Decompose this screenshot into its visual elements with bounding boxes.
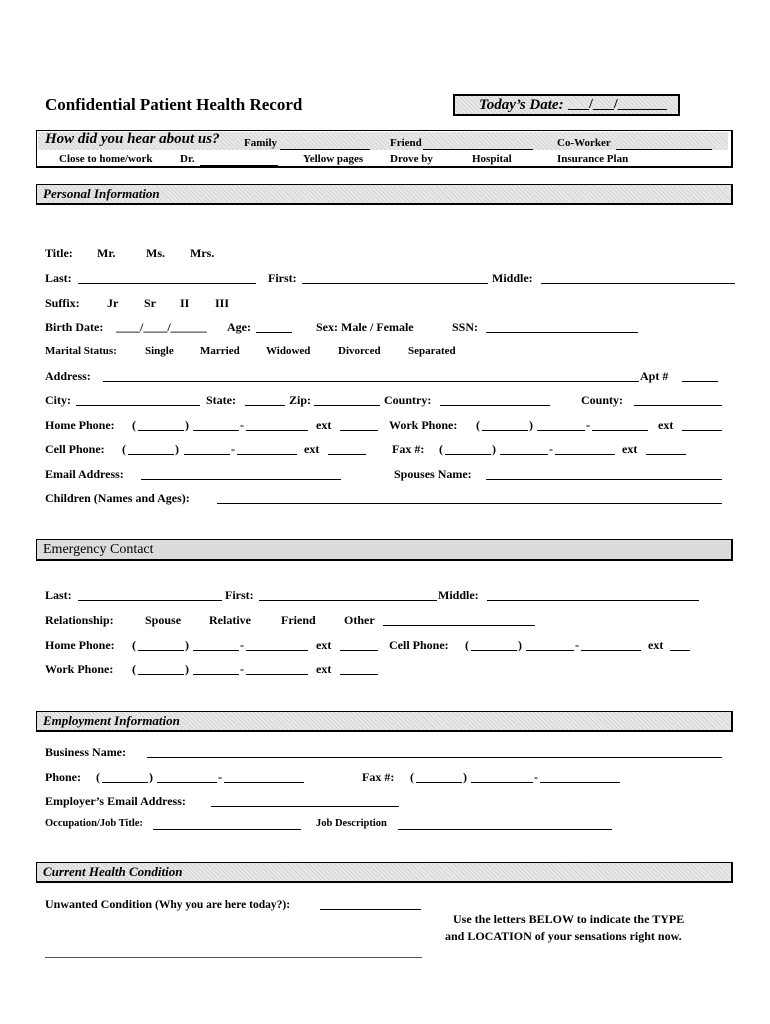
employer-email-label: Employer’s Email Address:	[45, 794, 186, 808]
state-field[interactable]	[245, 392, 285, 406]
emergency-last-label: Last:	[45, 588, 72, 602]
work-phone-prefix-field[interactable]	[537, 417, 585, 431]
employment-phone-line-field[interactable]	[224, 769, 304, 783]
work-phone-close-paren: )	[529, 418, 533, 432]
emergency-work-ext-field[interactable]	[340, 661, 378, 675]
emergency-home-open-paren: (	[132, 638, 136, 652]
referral-yellow-pages[interactable]: Yellow pages	[303, 153, 364, 165]
email-label: Email Address:	[45, 467, 124, 481]
emergency-cell-area-field[interactable]	[471, 637, 517, 651]
middle-name-field[interactable]	[541, 270, 735, 284]
ssn-field[interactable]	[486, 319, 638, 333]
ssn-label: SSN:	[452, 320, 479, 334]
emergency-home-close-paren: )	[185, 638, 189, 652]
emergency-work-area-field[interactable]	[138, 661, 184, 675]
personal-info-title: Personal Information	[43, 186, 160, 201]
health-condition-title: Current Health Condition	[43, 864, 183, 879]
suffix-iii[interactable]: III	[215, 296, 230, 310]
emergency-cell-prefix-field[interactable]	[526, 637, 574, 651]
cell-phone-ext-label: ext	[304, 442, 320, 456]
last-name-field[interactable]	[78, 270, 256, 284]
home-phone-line-field[interactable]	[246, 417, 308, 431]
todays-date-value: ___/___/_______	[568, 97, 667, 112]
home-phone-dash: -	[240, 418, 244, 432]
cell-phone-close-paren: )	[175, 442, 179, 456]
zip-field[interactable]	[314, 392, 380, 406]
work-phone-line-field[interactable]	[592, 417, 648, 431]
emergency-work-phone-label: Work Phone:	[45, 662, 114, 676]
relationship-spouse[interactable]: Spouse	[145, 613, 182, 627]
relationship-other[interactable]: Other	[344, 613, 375, 627]
emergency-cell-close-paren: )	[518, 638, 522, 652]
work-phone-open-paren: (	[476, 418, 480, 432]
emergency-first-field[interactable]	[259, 587, 437, 601]
emergency-work-close-paren: )	[185, 662, 189, 676]
employment-phone-open-paren: (	[96, 770, 100, 784]
page-title: Confidential Patient Health Record	[45, 95, 303, 114]
birth-date-field[interactable]: ____/____/______	[116, 320, 207, 334]
referral-close-to-home[interactable]: Close to home/work	[59, 153, 153, 165]
birth-date-label: Birth Date:	[45, 320, 104, 334]
employment-fax-close-paren: )	[463, 770, 467, 784]
referral-insurance-plan[interactable]: Insurance Plan	[557, 153, 629, 165]
emergency-cell-phone-label: Cell Phone:	[389, 638, 449, 652]
county-label: County:	[581, 393, 624, 407]
title-ms[interactable]: Ms.	[146, 246, 165, 260]
suffix-sr[interactable]: Sr	[144, 296, 156, 310]
referral-drove-by[interactable]: Drove by	[390, 153, 433, 165]
referral-family[interactable]: Family	[244, 137, 277, 149]
middle-name-label: Middle:	[492, 271, 533, 285]
cell-phone-prefix-field[interactable]	[184, 441, 230, 455]
referral-question: How did you hear about us?	[45, 131, 220, 147]
county-field[interactable]	[634, 392, 722, 406]
employment-fax-prefix-field[interactable]	[471, 769, 533, 783]
referral-dr[interactable]: Dr.	[180, 153, 195, 165]
job-description-field[interactable]	[398, 816, 612, 830]
emergency-cell-open-paren: (	[465, 638, 469, 652]
first-name-label: First:	[268, 271, 297, 285]
title-label: Title:	[45, 246, 73, 260]
fax-label: Fax #:	[392, 442, 425, 456]
employer-email-field[interactable]	[211, 793, 399, 807]
emergency-home-ext-field[interactable]	[340, 637, 378, 651]
occupation-field[interactable]	[153, 816, 301, 830]
fax-ext-label: ext	[622, 442, 638, 456]
suffix-ii[interactable]: II	[180, 296, 190, 310]
emergency-home-ext-label: ext	[316, 638, 332, 652]
home-phone-ext-label: ext	[316, 418, 332, 432]
referral-friend[interactable]: Friend	[390, 137, 422, 149]
referral-coworker[interactable]: Co-Worker	[557, 137, 611, 149]
work-phone-dash: -	[586, 418, 590, 432]
emergency-home-dash: -	[240, 638, 244, 652]
unwanted-condition-text: Unwanted Condition	[45, 897, 153, 911]
emergency-work-ext-label: ext	[316, 662, 332, 676]
spouses-name-label: Spouses Name:	[394, 467, 472, 481]
work-phone-label: Work Phone:	[389, 418, 458, 432]
emergency-contact-title: Emergency Contact	[43, 542, 154, 557]
relationship-other-field[interactable]	[383, 612, 535, 626]
emergency-home-line-field[interactable]	[246, 637, 308, 651]
emergency-contact-header	[36, 539, 733, 561]
marital-separated[interactable]: Separated	[408, 345, 456, 357]
home-phone-prefix-field[interactable]	[193, 417, 239, 431]
employment-phone-label: Phone:	[45, 770, 81, 784]
home-phone-ext-field[interactable]	[340, 417, 378, 431]
cell-phone-line-field[interactable]	[237, 441, 297, 455]
sex-selector[interactable]: Sex: Male / Female	[316, 320, 414, 334]
address-label: Address:	[45, 369, 91, 383]
work-phone-ext-field[interactable]	[682, 417, 722, 431]
city-label: City:	[45, 393, 71, 407]
fax-open-paren: (	[439, 442, 443, 456]
work-phone-ext-label: ext	[658, 418, 674, 432]
employment-phone-dash: -	[218, 770, 222, 784]
unwanted-condition-why: (Why you are here today?):	[155, 899, 291, 911]
business-name-field[interactable]	[147, 744, 722, 758]
children-field[interactable]	[217, 490, 722, 504]
title-mrs[interactable]: Mrs.	[190, 246, 215, 260]
emergency-home-prefix-field[interactable]	[193, 637, 239, 651]
fax-area-field[interactable]	[445, 441, 491, 455]
relationship-friend[interactable]: Friend	[281, 613, 316, 627]
emergency-work-line-field[interactable]	[246, 661, 308, 675]
employment-phone-close-paren: )	[149, 770, 153, 784]
emergency-cell-line-field[interactable]	[581, 637, 641, 651]
children-label: Children (Names and Ages):	[45, 491, 190, 505]
age-field[interactable]	[256, 319, 292, 333]
sensation-instructions-line-2: and LOCATION of your sensations right now.	[445, 929, 682, 943]
country-field[interactable]	[440, 392, 550, 406]
cell-phone-dash: -	[231, 442, 235, 456]
todays-date-box[interactable]	[453, 94, 680, 116]
home-phone-open-paren: (	[132, 418, 136, 432]
employment-info-header	[36, 711, 733, 732]
employment-fax-dash: -	[534, 770, 538, 784]
fax-line-field[interactable]	[555, 441, 615, 455]
employment-info-title: Employment Information	[43, 713, 180, 728]
suffix-label: Suffix:	[45, 296, 80, 310]
employment-fax-line-field[interactable]	[540, 769, 620, 783]
cell-phone-label: Cell Phone:	[45, 442, 105, 456]
job-description-label: Job Description	[316, 818, 387, 829]
emergency-cell-ext-label: ext	[648, 638, 664, 652]
apt-label: Apt #	[640, 369, 669, 383]
unwanted-condition-line-2[interactable]	[45, 957, 422, 958]
emergency-home-phone-label: Home Phone:	[45, 638, 115, 652]
employment-fax-label: Fax #:	[362, 770, 395, 784]
unwanted-condition-label	[45, 897, 290, 912]
emergency-cell-ext-field[interactable]	[670, 637, 690, 651]
email-field[interactable]	[141, 466, 341, 480]
relationship-relative[interactable]: Relative	[209, 613, 251, 627]
cell-phone-open-paren: (	[122, 442, 126, 456]
state-label: State:	[206, 393, 236, 407]
referral-hospital[interactable]: Hospital	[472, 153, 512, 165]
employment-fax-area-field[interactable]	[416, 769, 462, 783]
address-field[interactable]	[103, 368, 639, 382]
sensation-instructions-line-1: Use the letters BELOW to indicate the TYPE	[453, 912, 685, 926]
cell-phone-area-field[interactable]	[128, 441, 174, 455]
personal-info-header	[36, 184, 733, 205]
marital-married[interactable]: Married	[200, 345, 240, 357]
marital-single[interactable]: Single	[145, 345, 174, 357]
last-name-label: Last:	[45, 271, 72, 285]
home-phone-close-paren: )	[185, 418, 189, 432]
occupation-label: Occupation/Job Title:	[45, 818, 143, 829]
country-label: Country:	[384, 393, 432, 407]
marital-divorced[interactable]: Divorced	[338, 345, 381, 357]
fax-close-paren: )	[492, 442, 496, 456]
fax-ext-field[interactable]	[646, 441, 686, 455]
emergency-work-open-paren: (	[132, 662, 136, 676]
employment-fax-open-paren: (	[410, 770, 414, 784]
employment-phone-prefix-field[interactable]	[157, 769, 217, 783]
business-name-label: Business Name:	[45, 745, 127, 759]
suffix-jr[interactable]: Jr	[107, 296, 119, 310]
emergency-work-prefix-field[interactable]	[193, 661, 239, 675]
age-label: Age:	[227, 320, 251, 334]
spouses-name-field[interactable]	[486, 466, 722, 480]
emergency-home-area-field[interactable]	[138, 637, 184, 651]
home-phone-area-field[interactable]	[138, 417, 184, 431]
todays-date-label: Today’s Date:	[479, 97, 564, 113]
home-phone-label: Home Phone:	[45, 418, 115, 432]
relationship-label: Relationship:	[45, 613, 114, 627]
employment-phone-area-field[interactable]	[102, 769, 148, 783]
emergency-cell-dash: -	[575, 638, 579, 652]
unwanted-condition-field[interactable]	[320, 896, 421, 910]
emergency-last-field[interactable]	[78, 587, 222, 601]
apt-field[interactable]	[682, 368, 718, 382]
work-phone-area-field[interactable]	[482, 417, 528, 431]
marital-status-label: Marital Status:	[45, 345, 117, 357]
emergency-middle-field[interactable]	[487, 587, 699, 601]
title-mr[interactable]: Mr.	[97, 246, 116, 260]
cell-phone-ext-field[interactable]	[328, 441, 366, 455]
emergency-first-label: First:	[225, 588, 254, 602]
first-name-field[interactable]	[302, 270, 488, 284]
health-condition-header	[36, 862, 733, 883]
city-field[interactable]	[76, 392, 200, 406]
zip-label: Zip:	[289, 393, 312, 407]
fax-prefix-field[interactable]	[500, 441, 548, 455]
emergency-middle-label: Middle:	[438, 588, 479, 602]
fax-dash: -	[549, 442, 553, 456]
marital-widowed[interactable]: Widowed	[266, 345, 311, 357]
emergency-work-dash: -	[240, 662, 244, 676]
